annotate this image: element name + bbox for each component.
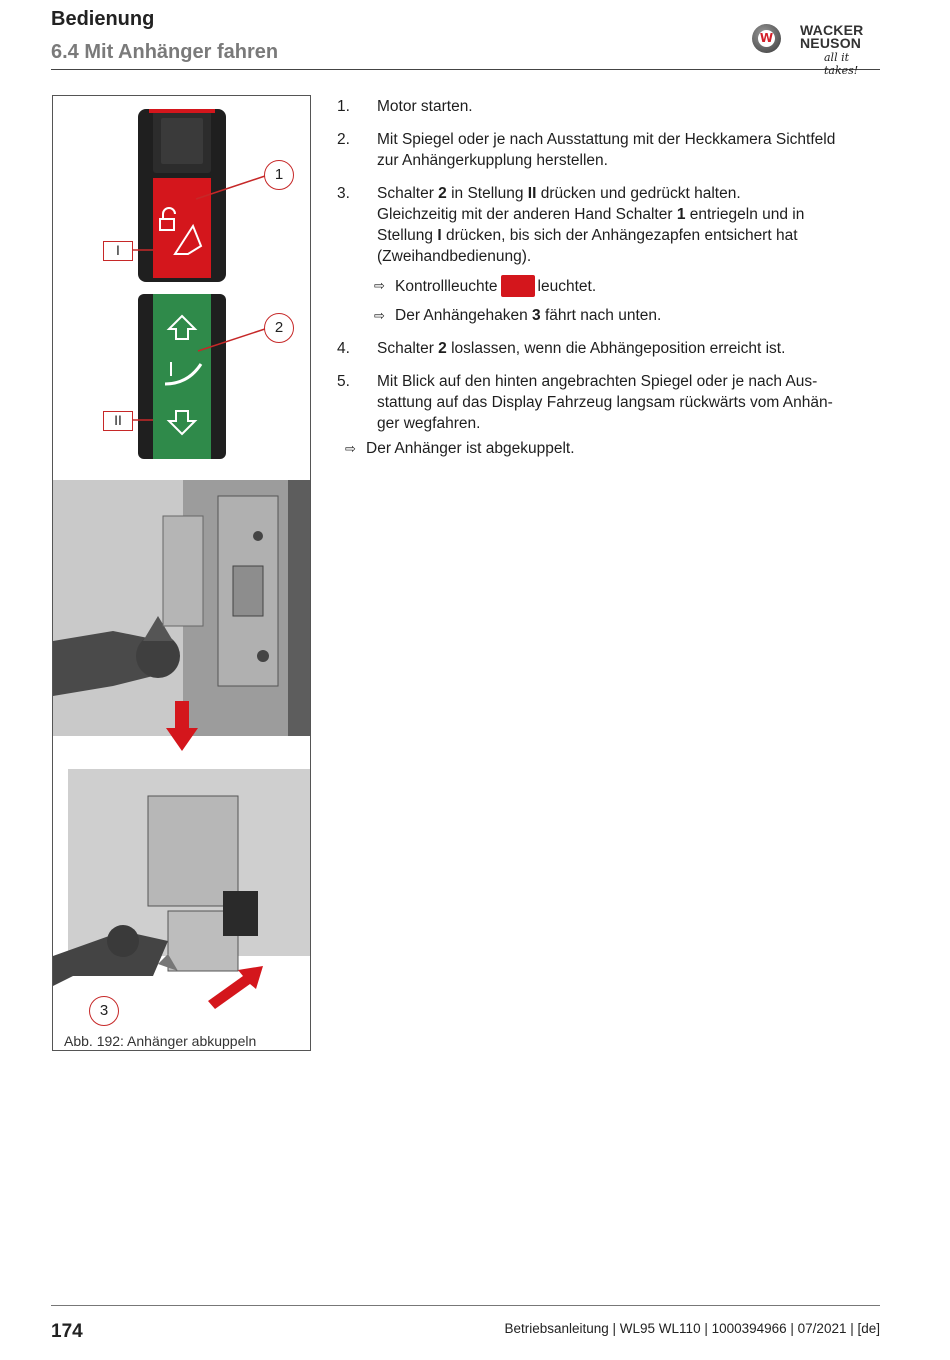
- figure-trailer-uncoupling: [52, 95, 311, 1051]
- result-2: ⇨ Der Anhängehaken 3 fährt nach unten.: [374, 307, 662, 324]
- step-text: Mit Spiegel oder je nach Ausstattung mit der Heckkamera Sichtfeld: [377, 131, 836, 148]
- step-number: 4.: [337, 340, 350, 357]
- chapter-title: Bedienung: [51, 8, 155, 30]
- step-text: Mit Blick auf den hinten angebrachten Spiegel oder je nach Aus-: [377, 373, 818, 390]
- step-5: [337, 371, 882, 434]
- final-result-text: Der Anhänger ist abgekuppelt.: [366, 440, 575, 457]
- step-text: Schalter 2 loslassen, wenn die Abhängeposition erreicht ist.: [377, 340, 786, 357]
- step-text: Gleichzeitig mit der anderen Hand Schalter 1 entriegeln und in: [377, 206, 805, 223]
- result-1: ⇨ Kontrollleuchte leuchtet.: [337, 275, 882, 297]
- step-text: Stellung I drücken, bis sich der Anhängezapfen entsichert hat: [377, 227, 798, 244]
- step-text: Motor starten.: [377, 98, 473, 115]
- header-divider: [51, 69, 880, 70]
- logo-slogan: all it takes!: [824, 51, 859, 77]
- step-1: [337, 96, 882, 117]
- position-label-1: I: [103, 241, 133, 261]
- result-arrow-icon: ⇨: [374, 308, 385, 323]
- result-arrow-icon: ⇨: [374, 278, 385, 293]
- step-2: [337, 129, 882, 171]
- brand-logo: [752, 22, 882, 77]
- callout-3: 3: [89, 996, 119, 1026]
- step-text: zur Anhängerkupplung herstellen.: [377, 152, 608, 169]
- logo-brand-line2: NEUSON: [800, 35, 862, 51]
- warning-lamp-icon: [501, 275, 535, 297]
- coupling-photo-upper-icon: [53, 480, 311, 736]
- figure-illustration: [53, 96, 311, 1026]
- step-text: ger wegfahren.: [377, 415, 481, 432]
- footer-divider: [51, 1305, 880, 1306]
- switch-1-red-icon: [138, 109, 226, 282]
- logo-emblem-icon: W: [752, 24, 781, 53]
- position-label-2: II: [103, 411, 133, 431]
- result-arrow-icon: ⇨: [345, 441, 356, 456]
- document-info: Betriebsanleitung | WL95 WL110 | 1000394966 | 07/2021 | [de]: [504, 1321, 880, 1336]
- callout-2: 2: [264, 313, 294, 343]
- step-number: 2.: [337, 131, 350, 148]
- switch-2-green-icon: [138, 294, 226, 459]
- step-text: stattung auf das Display Fahrzeug langsam rückwärts vom Anhän-: [377, 394, 833, 411]
- step-number: 5.: [337, 373, 350, 390]
- callout-1: 1: [264, 160, 294, 190]
- final-result: [337, 438, 882, 459]
- instruction-list: [337, 96, 882, 459]
- step-text: (Zweihandbedienung).: [377, 248, 532, 265]
- coupling-photo-lower-icon: [53, 769, 311, 1026]
- step-number: 1.: [337, 98, 350, 115]
- step-3: [337, 183, 882, 267]
- step-number: 3.: [337, 185, 350, 202]
- page-number: 174: [51, 1321, 83, 1342]
- step-4: [337, 338, 882, 359]
- section-title: 6.4 Mit Anhänger fahren: [51, 41, 279, 63]
- step-text: Schalter 2 in Stellung II drücken und gedrückt halten.: [377, 185, 741, 202]
- figure-caption: Abb. 192: Anhänger abkuppeln: [64, 1033, 257, 1049]
- logo-brand-line1: WACKER: [800, 22, 864, 38]
